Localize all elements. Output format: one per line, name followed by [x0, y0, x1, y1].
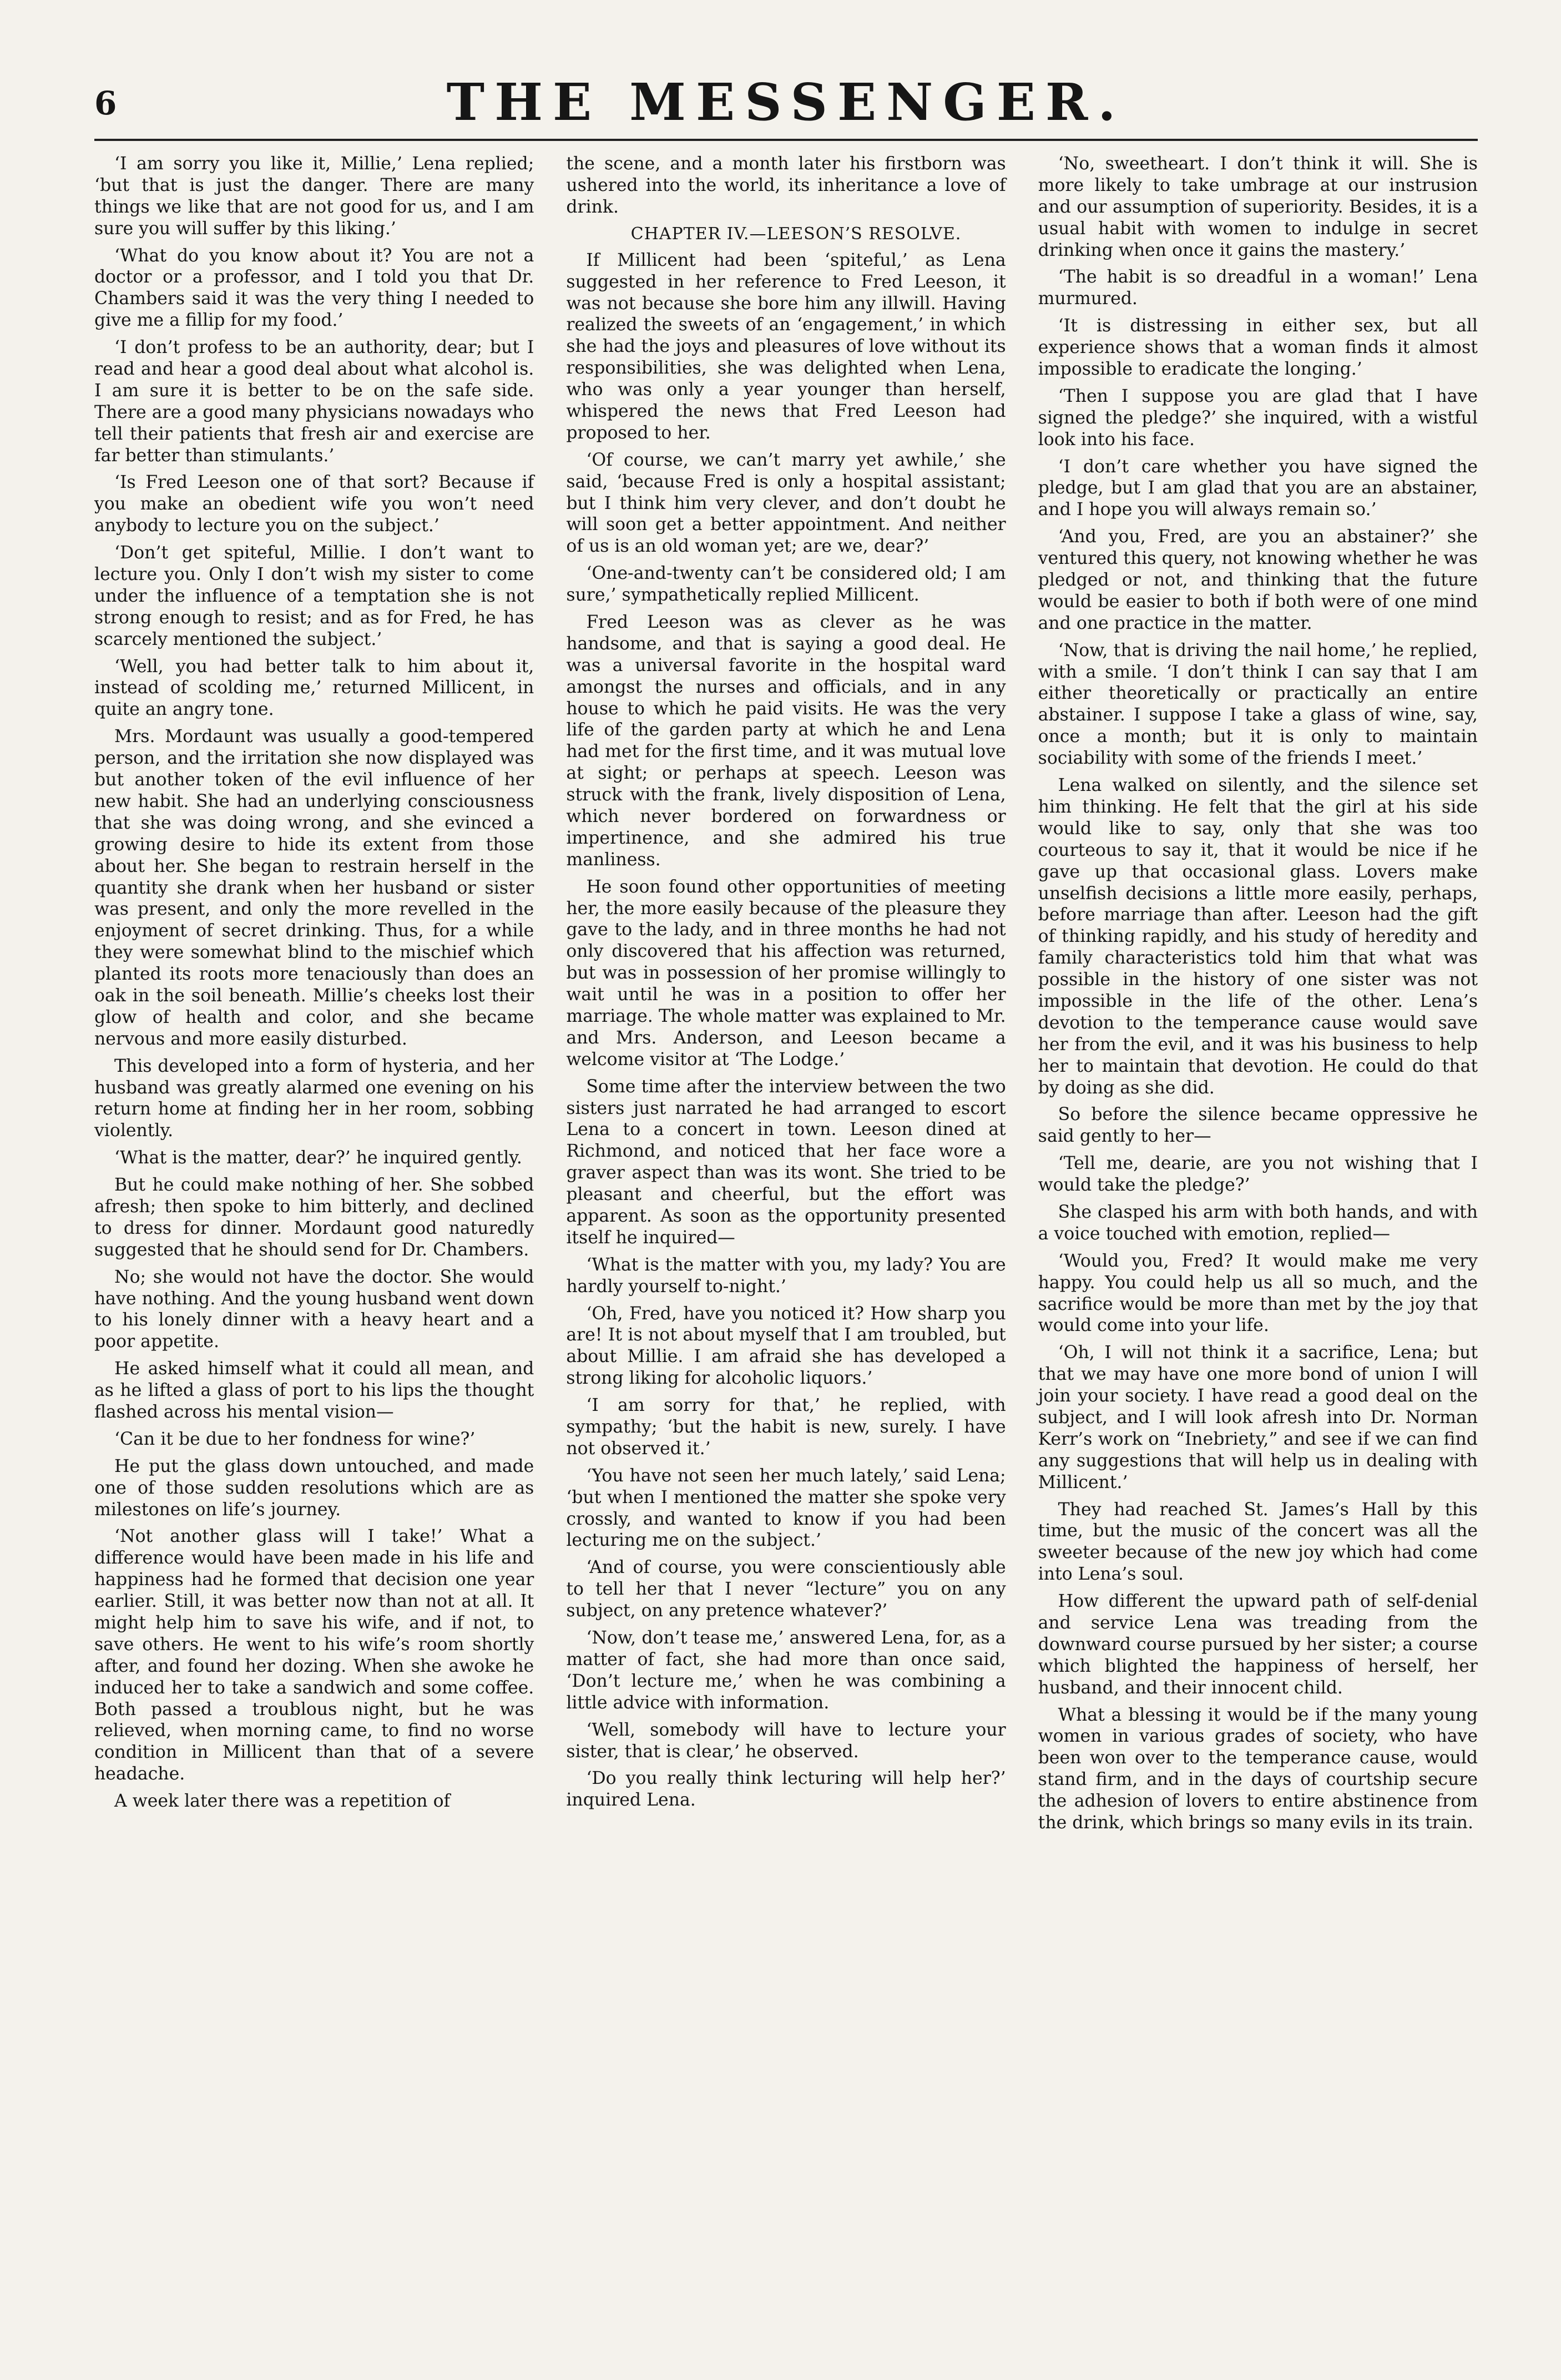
paragraph: He asked himself what it could all mean, and as he lifted a glass of port to his lips the thought flashed across his mental vision—: [94, 1359, 534, 1422]
chapter-heading: CHAPTER IV.—LEESON’S RESOLVE.: [630, 224, 962, 244]
paragraph: ‘The habit is so dreadful in a woman!’ Lena murmured.: [1038, 267, 1478, 309]
paragraph: A week later there was a repetition of: [114, 1791, 451, 1812]
paragraph: ‘I don’t care whether you have signed the pledge, but I am glad that you are an abstainer, and I hope you will always remain so.’: [1038, 456, 1478, 520]
paragraph: ‘Then I suppose you are glad that I have signed the pledge?’ she inquired, with a wistful look into his face.: [1038, 386, 1478, 450]
paragraph: So before the silence became oppressive he said gently to her—: [1038, 1105, 1478, 1147]
column-1: [94, 153, 534, 1839]
paragraph: What a blessing it would be if the many young women in various grades of society, who have been won over to the temperance cause, would stand firm, and in the days of courtship secure the adhesion of lovers to entire abstinence from the drink, which brings so many evils in its train.: [1038, 1705, 1478, 1833]
paragraph: ‘I am sorry you like it, Millie,’ Lena replied; ‘but that is just the danger. There are many things we like that are not good for us, and I am sure you will suffer by this liking.’: [94, 154, 534, 239]
column-2: [566, 153, 1006, 1839]
paragraph: the scene, and a month later his firstborn was ushered into the world, its inheritance a love of drink.: [566, 154, 1006, 217]
paragraph: ‘Oh, Fred, have you noticed it? How sharp you are! It is not about myself that I am troubled, but about Millie. I am afraid she has developed a strong liking for alcoholic liquors.’: [566, 1303, 1006, 1389]
paragraph: ‘You have not seen her much lately,’ said Lena; ‘but when I mentioned the matter she spoke very crossly, and wanted to know if you had been lecturing me on the subject.’: [566, 1465, 1006, 1551]
paragraph: He put the glass down untouched, and made one of those sudden resolutions which are as milestones on life’s journey.: [94, 1456, 534, 1520]
paragraph: ‘Do you really think lecturing will help her?’ inquired Lena.: [566, 1768, 1006, 1811]
paragraph: ‘Don’t get spiteful, Millie. I don’t want to lecture you. Only I don’t wish my sister to come under the influence of a temptation she is not strong enough to resist; and as for Fred, he has scarcely mentioned the subject.’: [94, 543, 534, 649]
paragraph: No; she would not have the doctor. She would have nothing. And the young husband went down to his lonely dinner with a heavy heart and a poor appetite.: [94, 1267, 534, 1352]
paragraph: ‘I don’t profess to be an authority, dear; but I read and hear a good deal about what alcohol is. I am sure it is better to be on the safe side. There are a good many physicians nowadays who tell their patients that fresh air and exercise are far better than stimulants.’: [94, 337, 534, 466]
paragraph: How different the upward path of self-denial and service Lena was treading from the downward course pursued by her sister; a course which blighted the happiness of herself, her husband, and their innocent child.: [1038, 1591, 1478, 1698]
masthead-title: THE MESSENGER.: [446, 72, 1126, 132]
paragraph: Fred Leeson was as clever as he was handsome, and that is saying a good deal. He was a universal favorite in the hospital ward amongst the nurses and officials, and in any house to which he paid visits. He was the very life of the garden party at which he and Lena had met for the first time, and it was mutual love at sight; or perhaps at speech. Leeson was struck with the frank, lively disposition of Lena, which never bordered on forwardness or impertinence, and she admired his true manliness.: [566, 612, 1006, 870]
paragraph: ‘One-and-twenty can’t be considered old; I am sure,’ sympathetically replied Millicent.: [566, 563, 1006, 606]
paragraph: Lena walked on silently, and the silence set him thinking. He felt that the girl at his side would like to say, only that she was too courteous to say it, that it would be nice if he gave up that occasional glass. Lovers make unselfish decisions a little more easily, perhaps, before marriage than after. Leeson had the gift of thinking rapidly, and his study of heredity and family characteristics told him that what was possible in the history of one sister was not impossible in the life of the other. Lena’s devotion to the temperance cause would save her from the evil, and it was his business to help her to maintain that devotion. He could do that by doing as she did.: [1038, 775, 1478, 1098]
page-number: 6: [94, 84, 117, 122]
paragraph: ‘Would you, Fred? It would make me very happy. You could help us all so much, and the sacrifice would be more than met by the joy that would come into your life.: [1038, 1250, 1478, 1336]
paragraph: He soon found other opportunities of meeting her, the more easily because of the pleasure they gave to the lady, and in three months he had not only discovered that his affection was returned, but was in possession of her promise willingly to wait until he was in a position to offer her marriage. The whole matter was explained to Mr. and Mrs. Anderson, and Leeson became a welcome visitor at ‘The Lodge.’: [566, 876, 1006, 1070]
paragraph: ‘I am sorry for that,’ he replied, with sympathy; ‘but the habit is new, surely. I have not observed it.’: [566, 1395, 1006, 1459]
paragraph: ‘What is the matter with you, my lady? You are hardly yourself to-night.’: [566, 1254, 1006, 1297]
paragraph: ‘Oh, I will not think it a sacrifice, Lena; but that we may have one more bond of union I will join your society. I have read a good deal on the subject, and I will look afresh into Dr. Norman Kerr’s work on “Inebriety,” and see if we can find any suggestions that will help us in dealing with Millicent.’: [1038, 1343, 1478, 1492]
paragraph: ‘No, sweetheart. I don’t think it will. She is more likely to take umbrage at our instrusion and our assumption of superiority. Besides, it is a usual habit with women to indulge in secret drinking when once it gains the mastery.’: [1038, 154, 1478, 260]
paragraph: ‘Tell me, dearie, are you not wishing that I would take the pledge?’: [1038, 1153, 1478, 1196]
paragraph: ‘Now, that is driving the nail home,’ he replied, with a smile. ‘I don’t think I can say that I am either theoretically or practically an entire abstainer. I suppose I take a glass of wine, say, once a month; but it is only to maintain sociability with some of the friends I meet.’: [1038, 640, 1478, 769]
paragraph: She clasped his arm with both hands, and with a voice touched with emotion, replied—: [1038, 1202, 1478, 1244]
paragraph: ‘It is distressing in either sex, but all experience shows that a woman finds it almost impossible to eradicate the longing.’: [1038, 316, 1478, 380]
paragraph: ‘Well, you had better talk to him about it, instead of scolding me,’ returned Millicent, in quite an angry tone.: [94, 656, 534, 720]
paragraph: ‘Can it be due to her fondness for wine?’: [114, 1429, 476, 1449]
column-3: [1038, 153, 1478, 1839]
paragraph: Some time after the interview between the two sisters just narrated he had arranged to escort Lena to a concert in town. Leeson dined at Richmond, and noticed that her face wore a graver aspect than was its wont. She tried to be pleasant and cheerful, but the effort was apparent. As soon as the opportunity presented itself he inquired—: [566, 1076, 1006, 1248]
paragraph: ‘Well, somebody will have to lecture your sister, that is clear,’ he observed.: [566, 1720, 1006, 1762]
paragraph: ‘What is the matter, dear?’ he inquired gently.: [114, 1148, 522, 1168]
paragraph: ‘Now, don’t tease me,’ answered Lena, for, as a matter of fact, she had more than once said, ‘Don’t lecture me,’ when he was combining a little advice with information.: [566, 1628, 1006, 1713]
paragraph: ‘Of course, we can’t marry yet awhile,’ she said, ‘because Fred is only a hospital assistant; but I think him very clever, and don’t doubt he will soon get a better appointment. And neither of us is an old woman yet; are we, dear?’: [566, 450, 1006, 557]
paragraph: They had reached St. James’s Hall by this time, but the music of the concert was all the sweeter because of the new joy which had come into Lena’s soul.: [1038, 1499, 1478, 1585]
paragraph: ‘And you, Fred, are you an abstainer?’ she ventured this query, not knowing whether he was pledged or not, and thinking that the future would be easier to both if both were of one mind and one practice in the matter.: [1038, 527, 1478, 633]
page-header: [94, 72, 1478, 141]
paragraph: This developed into a form of hysteria, and her husband was greatly alarmed one evening on his return home at finding her in her room, sobbing violently.: [94, 1056, 534, 1141]
paragraph: But he could make nothing of her. She sobbed afresh; then spoke to him bitterly, and declined to dress for dinner. Mordaunt good naturedly suggested that he should send for Dr. Chambers.: [94, 1175, 534, 1260]
article-columns: [94, 153, 1478, 1839]
paragraph: ‘And of course, you were conscientiously able to tell her that I never “lecture” you on any subject, on any pretence whatever?’: [566, 1557, 1006, 1621]
paragraph: ‘Is Fred Leeson one of that sort? Because if you make an obedient wife you won’t need anybody to lecture you on the subject.’: [94, 472, 534, 536]
paragraph: If Millicent had been ‘spiteful,’ as Lena suggested in her reference to Fred Leeson, it was not because she bore him any illwill. Having realized the sweets of an ‘engagement,’ in which she had the joys and pleasures of love without its responsibilities, she was delighted when Lena, who was only a year younger than herself, whispered the news that Fred Leeson had proposed to her.: [566, 250, 1006, 443]
paragraph: ‘Not another glass will I take!’ What a difference would have been made in his life and happiness had he formed that decision one year earlier. Still, it was better now than not at all. It might help him to save his wife, and if not, to save others. He went to his wife’s room shortly after, and found her dozing. When she awoke he induced her to take a sandwich and some coffee. Both passed a troublous night, but he was relieved, when morning came, to find no worse condition in Millicent than that of a severe headache.: [94, 1526, 534, 1784]
paragraph: ‘What do you know about it? You are not a doctor or a professor, and I told you that Dr. Chambers said it was the very thing I needed to give me a fillip for my food.’: [94, 245, 534, 331]
paragraph: Mrs. Mordaunt was usually a good-tempered person, and the irritation she now displayed was but another token of the evil influence of her new habit. She had an underlying consciousness that she was doing wrong, and she evinced a growing desire to hide its extent from those about her. She began to restrain herself in the quantity she drank when her husband or sister was present, and only the more revelled in the enjoyment of secret drinking. Thus, for a while they were somewhat blind to the mischief which planted its roots more tenaciously than does an oak in the soil beneath. Millie’s cheeks lost their glow of health and color, and she became nervous and more easily disturbed.: [94, 727, 534, 1049]
